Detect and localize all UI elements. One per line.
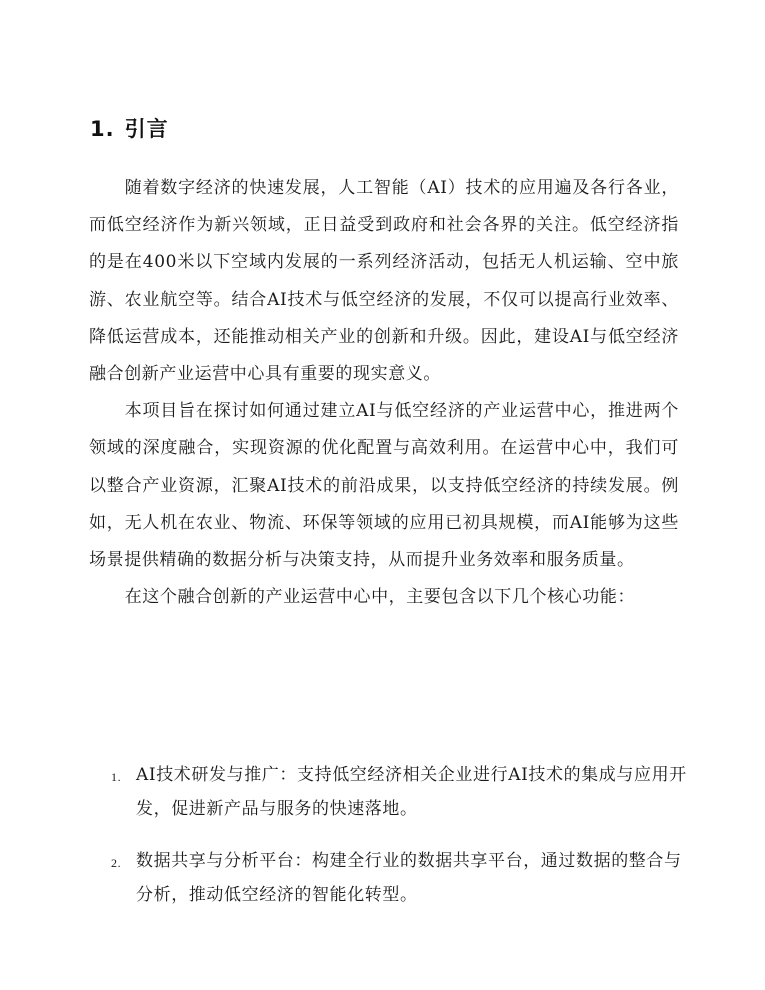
- list-item-text: AI技术研发与推广：支持低空经济相关企业进行AI技术的集成与应用开发，促进新产品与服务的快速落地。: [136, 765, 687, 819]
- section-title: 引言: [124, 117, 169, 141]
- core-functions-list: [89, 758, 689, 930]
- paragraph-core-functions: 在这个融合创新的产业运营中心中，主要包含以下几个核心功能：: [124, 587, 636, 608]
- list-item-marker: 1.: [111, 770, 122, 784]
- paragraph-intro: 随着数字经济的快速发展，人工智能（AI）技术的应用遍及各行各业，而低空经济作为新兴领域，正日益受到政府和社会各界的关注。低空经济指的是在400米以下空域内发展的一系列经济活动，包括无人机运输、空中旅游、农业航空等。结合AI技术与低空经济的发展，不仅可以提高行业效率、降低运营成本，还能推动相关产业的创新和升级。因此，建设AI与低空经济融合创新产业运营中心具有重要的现实意义。: [89, 178, 679, 385]
- section-heading: [90, 113, 169, 143]
- list-item-marker: 2.: [111, 856, 122, 870]
- list-item: [89, 758, 689, 826]
- section-number: 1.: [90, 117, 115, 141]
- list-item-text: 数据共享与分析平台：构建全行业的数据共享平台，通过数据的整合与分析，推动低空经济的智能化转型。: [136, 851, 682, 905]
- body-text: [89, 170, 679, 616]
- list-item: [89, 844, 689, 912]
- paragraph-project-goal: 本项目旨在探讨如何通过建立AI与低空经济的产业运营中心，推进两个领域的深度融合，实现资源的优化配置与高效利用。在运营中心中，我们可以整合产业资源，汇聚AI技术的前沿成果，以支持低空经济的持续发展。例如，无人机在农业、物流、环保等领域的应用已初具规模，而AI能够为这些场景提供精确的数据分析与决策支持，从而提升业务效率和服务质量。: [89, 401, 679, 571]
